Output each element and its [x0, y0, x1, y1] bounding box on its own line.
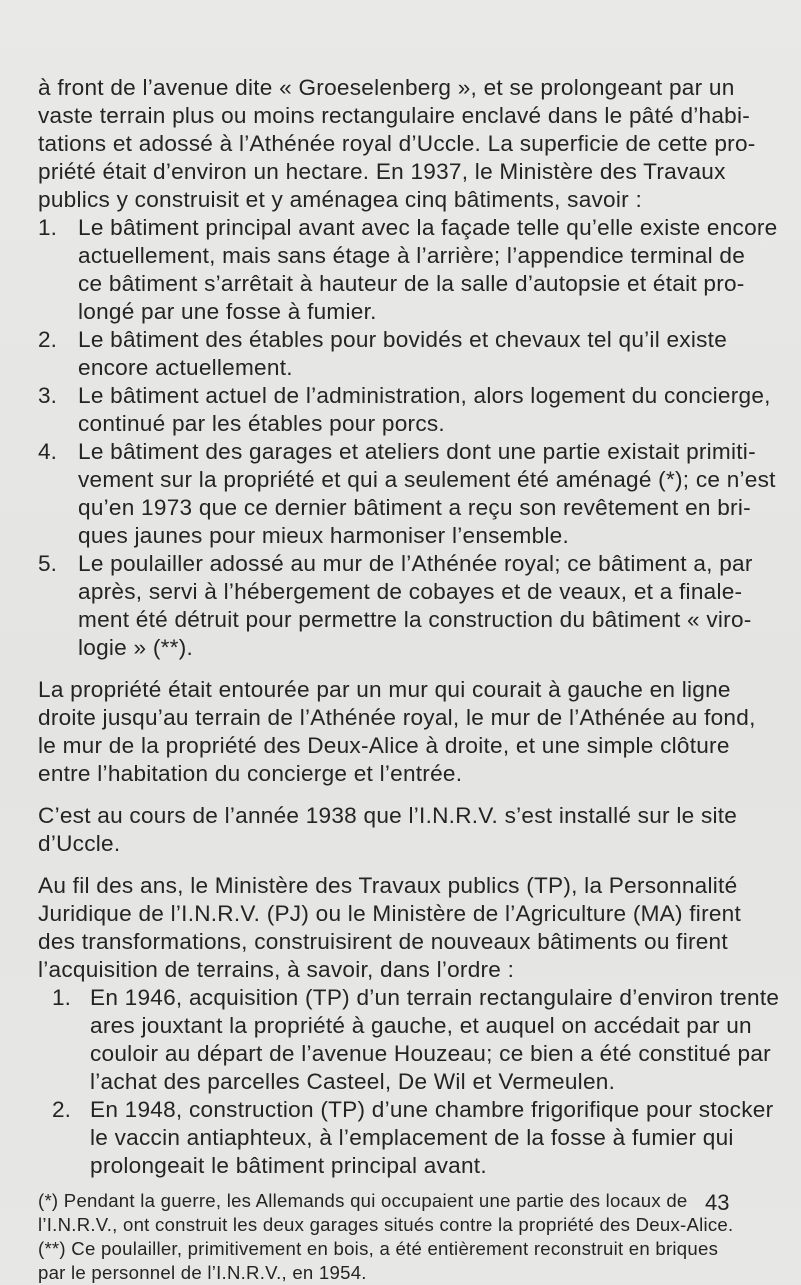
text-line: le mur de la propriété des Deux-Alice à droite, et une simple clôture [38, 733, 730, 758]
text-line: ares jouxtant la propriété à gauche, et auquel on accédait par un [90, 1013, 752, 1038]
text-line: l’achat des parcelles Casteel, De Wil et Vermeulen. [90, 1069, 616, 1094]
footnote-line: (*) Pendant la guerre, les Allemands qui occupaient une partie des locaux de [38, 1190, 688, 1211]
text-line: vement sur la propriété et qui a seulement été aménagé (*); ce n’est [78, 467, 776, 492]
text-line: publics y construisit et y aménagea cinq bâtiments, savoir : [38, 187, 642, 212]
text-line: d’Uccle. [38, 831, 121, 856]
text-line: longé par une fosse à fumier. [78, 299, 377, 324]
list-number: 2. [52, 1097, 71, 1122]
footnote-line: par le personnel de l’I.N.R.V., en 1954. [38, 1262, 367, 1283]
text-line: Juridique de l’I.N.R.V. (PJ) ou le Ministère de l’Agriculture (MA) firent [38, 901, 742, 926]
text-line: après, servi à l’hébergement de cobayes et de veaux, et a finale- [78, 579, 743, 604]
text-line: En 1946, acquisition (TP) d’un terrain rectangulaire d’environ trente [90, 985, 780, 1010]
text-line: prolongeait le bâtiment principal avant. [90, 1153, 487, 1178]
text-line: C’est au cours de l’année 1938 que l’I.N.R.V. s’est installé sur le site [38, 803, 738, 828]
list-number: 2. [38, 327, 57, 352]
list-number: 5. [38, 551, 57, 576]
page-number: 43 [705, 1190, 730, 1215]
text-line: Le poulailler adossé au mur de l’Athénée royal; ce bâtiment a, par [78, 551, 753, 576]
text-line: La propriété était entourée par un mur qui courait à gauche en ligne [38, 677, 731, 702]
text-line: continué par les étables pour porcs. [78, 411, 445, 436]
text-line: l’acquisition de terrains, à savoir, dans l’ordre : [38, 957, 515, 982]
footnote-line: l’I.N.R.V., ont construit les deux garages situés contre la propriété des Deux-Alice. [38, 1214, 734, 1235]
list-number: 1. [38, 215, 57, 240]
text-line: Le bâtiment des étables pour bovidés et chevaux tel qu’il existe [78, 327, 728, 352]
text-line: ce bâtiment s’arrêtait à hauteur de la salle d’autopsie et était pro- [78, 271, 745, 296]
text-line: actuellement, mais sans étage à l’arrière; l’appendice terminal de [78, 243, 746, 268]
list-number: 1. [52, 985, 71, 1010]
text-line: entre l’habitation du concierge et l’entrée. [38, 761, 463, 786]
text-line: ment été détruit pour permettre la construction du bâtiment « viro- [78, 607, 752, 632]
footnote-line: (**) Ce poulailler, primitivement en bois, a été entièrement reconstruit en briques [38, 1238, 719, 1259]
text-line: couloir au départ de l’avenue Houzeau; ce bien a été constitué par [90, 1041, 771, 1066]
text-line: Le bâtiment des garages et ateliers dont une partie existait primiti- [78, 439, 756, 464]
text-line: le vaccin antiaphteux, à l’emplacement de la fosse à fumier qui [90, 1125, 734, 1150]
text-line: logie » (**). [78, 635, 194, 660]
list-number: 3. [38, 383, 57, 408]
text-line: Le bâtiment principal avant avec la façade telle qu’elle existe encore [78, 215, 778, 240]
text-line: à front de l’avenue dite « Groeselenberg », et se prolongeant par un [38, 75, 735, 100]
text-line: Le bâtiment actuel de l’administration, alors logement du concierge, [78, 383, 771, 408]
text-line: qu’en 1973 que ce dernier bâtiment a reçu son revêtement en bri- [78, 495, 751, 520]
text-line: encore actuellement. [78, 355, 293, 380]
list-number: 4. [38, 439, 57, 464]
text-line: tations et adossé à l’Athénée royal d’Uccle. La superficie de cette pro- [38, 131, 756, 156]
text-line: vaste terrain plus ou moins rectangulaire enclavé dans le pâté d’habi- [38, 103, 751, 128]
text-line: priété était d’environ un hectare. En 1937, le Ministère des Travaux [38, 159, 726, 184]
text-line: des transformations, construisirent de nouveaux bâtiments ou firent [38, 929, 728, 954]
text-line: droite jusqu’au terrain de l’Athénée royal, le mur de l’Athénée au fond, [38, 705, 756, 730]
text-line: En 1948, construction (TP) d’une chambre frigorifique pour stocker [90, 1097, 774, 1122]
text-line: ques jaunes pour mieux harmoniser l’ensemble. [78, 523, 569, 548]
text-line: Au fil des ans, le Ministère des Travaux publics (TP), la Personnalité [38, 873, 738, 898]
